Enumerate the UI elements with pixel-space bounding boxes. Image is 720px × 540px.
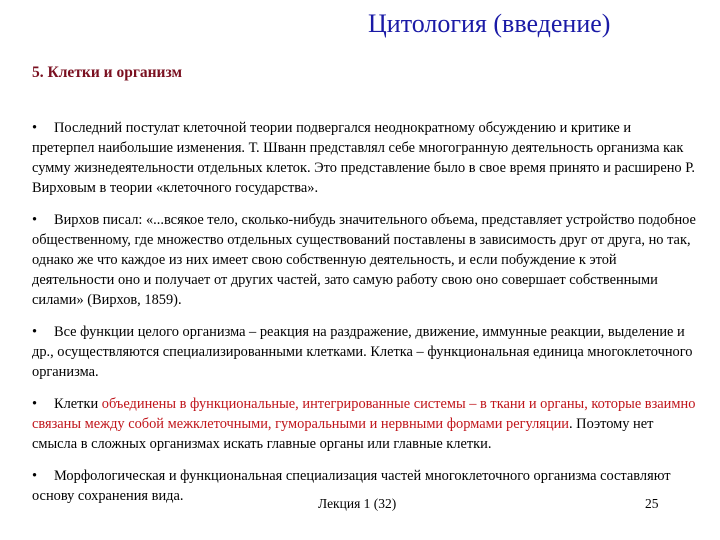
bullet-text-plain: . Поэтому нет смысла в сложных организмах искать главные органы или главные клетки.	[32, 416, 654, 452]
bullet-text: Вирхов писал: «...всякое тело, сколько-нибудь значительного объема, представляет устройство подобное общественному, где множество отдельных существований поставлены в зависимость друг от друга, но так, однако же что каждое из них имеет свою собственную деятельность, и если побуждение к этой деятельности оно и получает от других частей, зато самую работу свою оно совершает собственными силами» (Вирхов, 1859).	[32, 212, 696, 308]
bullet-paragraph-3	[32, 322, 696, 382]
section-heading: 5. Клетки и организм	[32, 64, 183, 81]
bullet-marker: •	[32, 212, 38, 228]
bullet-marker: •	[32, 396, 38, 412]
bullet-text: Последний постулат клеточной теории подвергался неоднократному обсуждению и критике и претерпел наибольшие изменения. Т. Шванн представлял себе многогранную деятельность организма как сумму жизнедеятельности отдельных клеток. Это представление было в свое время принято и расширено Р. Вирховым в теории «клеточного государства».	[32, 120, 696, 196]
bullet-marker: •	[32, 324, 38, 340]
footer-page-number: 25	[645, 496, 659, 511]
bullet-text: Все функции целого организма – реакция на раздражение, движение, иммунные реакции, выделение и др., осуществляются специализированными клетками. Клетка – функциональная единица многоклеточного организма.	[32, 324, 693, 380]
bullet-text-plain: Клетки	[54, 396, 102, 412]
bullet-marker: •	[32, 468, 38, 484]
slide-title: Цитология (введение)	[368, 9, 611, 38]
bullet-paragraph-1	[32, 118, 696, 198]
bullet-text: Морфологическая и функциональная специализация частей многоклеточного организма составляют основу сохранения вида.	[32, 468, 671, 504]
bullet-text-highlighted: объединены в функциональные, интегрированные системы – в ткани и органы, которые взаимно связаны между собой межклеточными, гуморальными и нервными формами регуляции	[32, 396, 696, 432]
footer-lecture-label: Лекция 1 (32)	[318, 496, 397, 511]
bullet-paragraph-4	[32, 394, 696, 454]
bullet-marker: •	[32, 120, 38, 136]
bullet-paragraph-2	[32, 210, 696, 310]
slide-body	[32, 118, 696, 518]
